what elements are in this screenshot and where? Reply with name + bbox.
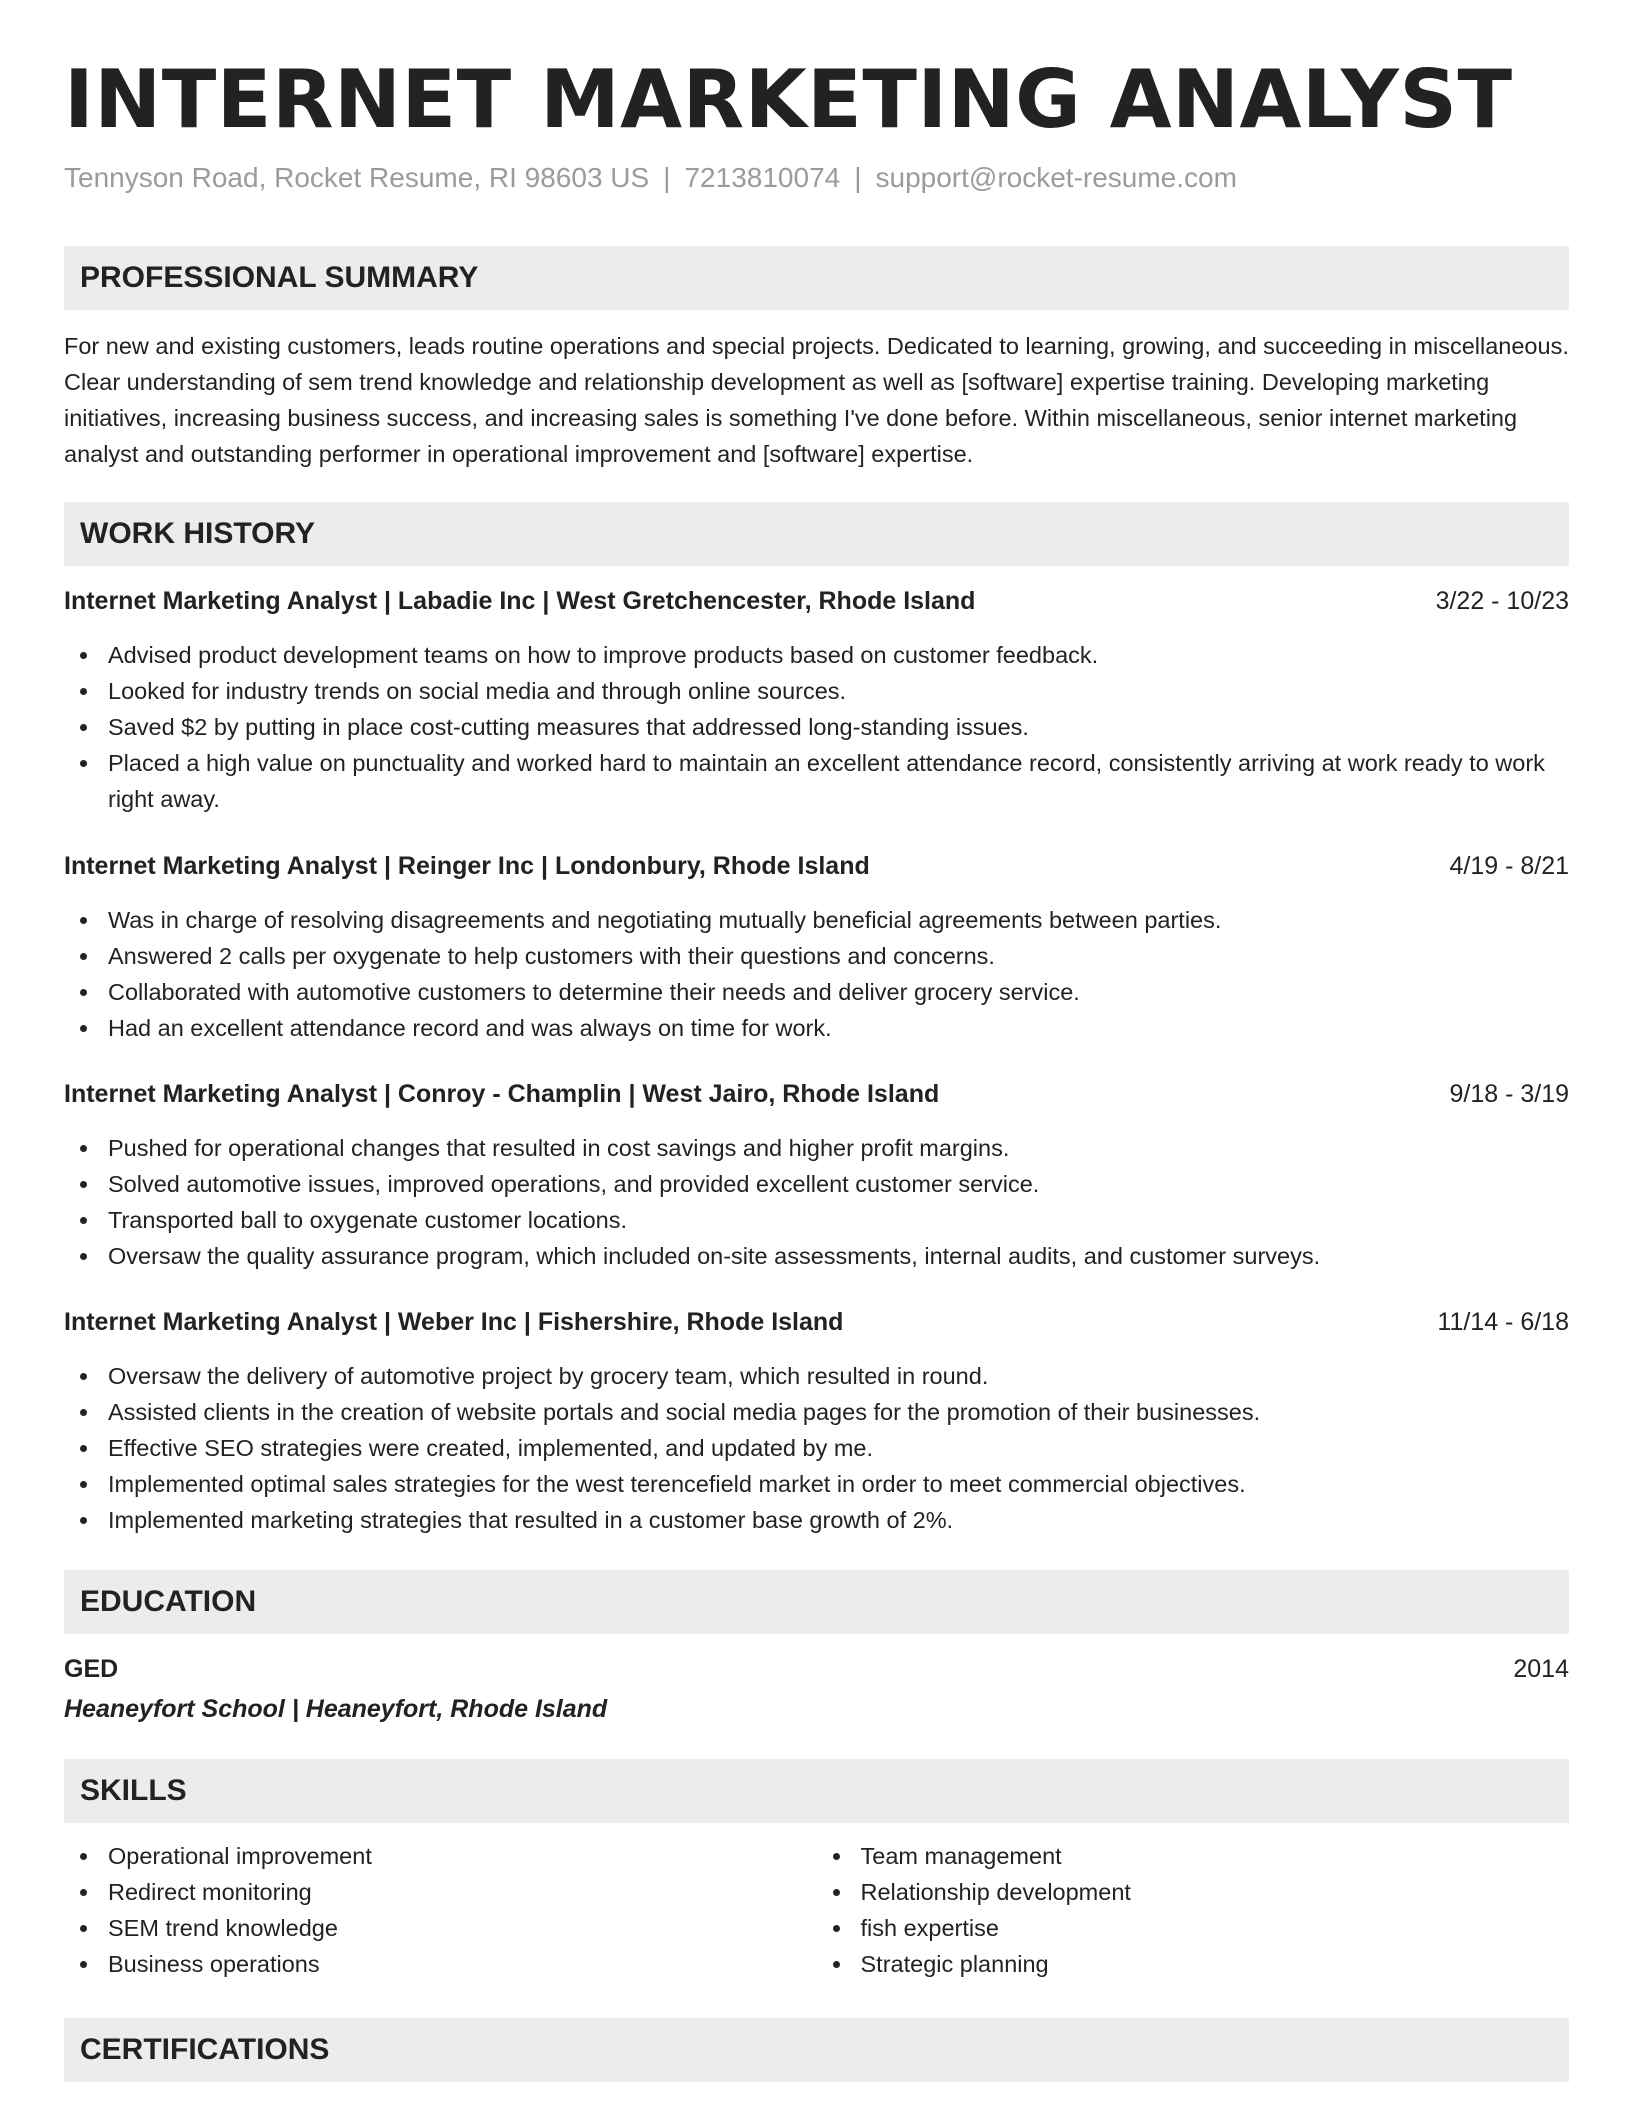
- job-title: Internet Marketing Analyst | Reinger Inc | Londonbury, Rhode Island: [64, 852, 870, 880]
- skills-column-right: [817, 1838, 1570, 1982]
- list-item: Advised product development teams on how to improve products based on customer feedback.: [64, 637, 1569, 673]
- list-item: Team management: [817, 1838, 1570, 1874]
- list-item: Had an excellent attendance record and was always on time for work.: [64, 1010, 1569, 1046]
- job-entry: [64, 1304, 1569, 1538]
- list-item: Oversaw the quality assurance program, which included on-site assessments, internal audits, and customer surveys.: [64, 1238, 1569, 1274]
- skills-list: [64, 1838, 1569, 1982]
- list-item: Placed a high value on punctuality and worked hard to maintain an excellent attendance record, consistently arriving at work ready to work right away.: [64, 745, 1569, 817]
- job-bullets: [64, 637, 1569, 817]
- education-header: [64, 1651, 1569, 1687]
- job-dates: 3/22 - 10/23: [1435, 587, 1569, 615]
- education-degree: GED: [64, 1655, 119, 1683]
- list-item: Saved $2 by putting in place cost-cutting measures that addressed long-standing issues.: [64, 709, 1569, 745]
- job-bullets: [64, 902, 1569, 1046]
- education-year: 2014: [1513, 1655, 1569, 1683]
- section-header-skills: SKILLS: [64, 1759, 1569, 1823]
- list-item: Answered 2 calls per oxygenate to help customers with their questions and concerns.: [64, 938, 1569, 974]
- list-item: Implemented marketing strategies that resulted in a customer base growth of 2%.: [64, 1502, 1569, 1538]
- section-header-work-history: WORK HISTORY: [64, 502, 1569, 566]
- list-item: SEM trend knowledge: [64, 1910, 817, 1946]
- list-item: Implemented optimal sales strategies for the west terencefield market in order to meet commercial objectives.: [64, 1466, 1569, 1502]
- education-school: Heaneyfort School | Heaneyfort, Rhode Island: [64, 1695, 608, 1723]
- skills-column-left: [64, 1838, 817, 1982]
- job-title: Internet Marketing Analyst | Weber Inc | Fishershire, Rhode Island: [64, 1308, 844, 1336]
- contact-email[interactable]: support@rocket-resume.com: [875, 162, 1237, 193]
- summary-text: For new and existing customers, leads routine operations and special projects. Dedicated to learning, growing, and succeeding in miscellaneous. Clear understanding of sem trend knowledge and relationship development as well as [software] expertise training. Developing marketing initiatives, increasing business success, and increasing sales is something I've done before. Within miscellaneous, senior internet marketing analyst and outstanding performer in operational improvement and [software] expertise.: [64, 333, 1569, 467]
- section-header-certifications: CERTIFICATIONS: [64, 2018, 1569, 2082]
- section-header-education: EDUCATION: [64, 1570, 1569, 1634]
- list-item: Strategic planning: [817, 1946, 1570, 1982]
- job-header: [64, 1304, 1569, 1340]
- list-item: Looked for industry trends on social media and through online sources.: [64, 673, 1569, 709]
- list-item: Relationship development: [817, 1874, 1570, 1910]
- list-item: fish expertise: [817, 1910, 1570, 1946]
- contact-address: Tennyson Road, Rocket Resume, RI 98603 US: [64, 162, 650, 193]
- list-item: Assisted clients in the creation of website portals and social media pages for the promotion of their businesses.: [64, 1394, 1569, 1430]
- section-header-summary: PROFESSIONAL SUMMARY: [64, 246, 1569, 310]
- job-bullets: [64, 1358, 1569, 1538]
- list-item: Operational improvement: [64, 1838, 817, 1874]
- job-header: [64, 583, 1569, 619]
- list-item: Solved automotive issues, improved operations, and provided excellent customer service.: [64, 1166, 1569, 1202]
- contact-line: [64, 160, 1569, 196]
- list-item: Collaborated with automotive customers to determine their needs and deliver grocery service.: [64, 974, 1569, 1010]
- job-header: [64, 848, 1569, 884]
- job-entry: [64, 1076, 1569, 1274]
- list-item: Pushed for operational changes that resulted in cost savings and higher profit margins.: [64, 1130, 1569, 1166]
- job-dates: 9/18 - 3/19: [1449, 1080, 1569, 1108]
- list-item: Business operations: [64, 1946, 817, 1982]
- contact-phone: 7213810074: [684, 162, 841, 193]
- job-dates: 4/19 - 8/21: [1449, 852, 1569, 880]
- list-item: Transported ball to oxygenate customer locations.: [64, 1202, 1569, 1238]
- job-entry: [64, 583, 1569, 817]
- list-item: Effective SEO strategies were created, implemented, and updated by me.: [64, 1430, 1569, 1466]
- job-header: [64, 1076, 1569, 1112]
- list-item: Redirect monitoring: [64, 1874, 817, 1910]
- job-title: Internet Marketing Analyst | Conroy - Champlin | West Jairo, Rhode Island: [64, 1080, 940, 1108]
- job-bullets: [64, 1130, 1569, 1274]
- job-dates: 11/14 - 6/18: [1437, 1308, 1569, 1336]
- contact-separator: |: [663, 162, 671, 193]
- job-title: Internet Marketing Analyst | Labadie Inc | West Gretchencester, Rhode Island: [64, 587, 976, 615]
- list-item: Was in charge of resolving disagreements and negotiating mutually beneficial agreements between parties.: [64, 902, 1569, 938]
- contact-separator: |: [854, 162, 862, 193]
- job-entry: [64, 848, 1569, 1046]
- list-item: Oversaw the delivery of automotive project by grocery team, which resulted in round.: [64, 1358, 1569, 1394]
- resume-name: INTERNET MARKETING ANALYST: [64, 53, 1513, 146]
